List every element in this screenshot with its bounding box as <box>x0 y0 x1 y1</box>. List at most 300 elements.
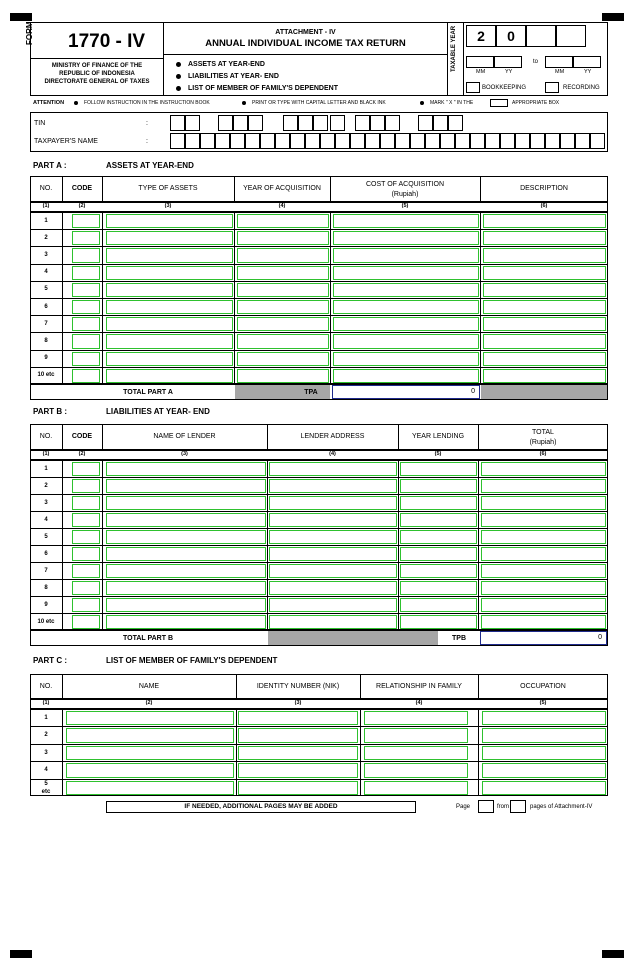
input-cell[interactable] <box>269 513 397 527</box>
part-c-title: LIST OF MEMBER OF FAMILY'S DEPENDENT <box>106 656 278 665</box>
input-cell[interactable] <box>333 369 479 383</box>
name-char-box[interactable] <box>365 133 380 149</box>
row-divider <box>30 477 608 478</box>
bullet-icon <box>176 74 181 79</box>
input-cell[interactable] <box>72 248 100 262</box>
tin-digit-box[interactable] <box>433 115 448 131</box>
input-cell[interactable] <box>238 781 358 795</box>
input-cell[interactable] <box>269 598 397 612</box>
row-number: 5 <box>44 533 48 540</box>
input-cell[interactable] <box>269 530 397 544</box>
row-divider <box>30 332 608 333</box>
bookkeeping-checkbox[interactable] <box>466 82 480 93</box>
row-number: 1 <box>44 714 48 721</box>
input-cell[interactable] <box>72 598 100 612</box>
name-char-box[interactable] <box>500 133 515 149</box>
period-label: MM <box>476 69 486 75</box>
row-number: 7 <box>44 320 48 327</box>
total-shaded-cell <box>481 385 607 399</box>
total-part-a-value[interactable]: 0 <box>332 385 480 399</box>
input-cell[interactable] <box>483 266 606 280</box>
input-cell[interactable] <box>66 746 234 760</box>
input-cell[interactable] <box>364 728 468 742</box>
tin-digit-box[interactable] <box>448 115 463 131</box>
input-cell[interactable] <box>72 283 100 297</box>
additional-pages-note: IF NEEDED, ADDITIONAL PAGES MAY BE ADDED <box>106 801 416 813</box>
input-cell[interactable] <box>106 214 233 228</box>
tin-digit-box[interactable] <box>248 115 263 131</box>
input-cell[interactable] <box>483 283 606 297</box>
input-cell[interactable] <box>333 214 479 228</box>
total-code: TPB <box>452 635 466 642</box>
input-cell[interactable] <box>481 615 606 629</box>
row-divider <box>30 281 608 282</box>
row-number: 5 <box>44 780 48 787</box>
period-end-yy[interactable] <box>573 56 601 68</box>
ministry-line: DIRECTORATE GENERAL OF TAXES <box>44 79 150 85</box>
row-number: 9 <box>44 355 48 362</box>
column-header: NO. <box>39 682 53 690</box>
name-char-box[interactable] <box>410 133 425 149</box>
column-divider <box>236 709 237 796</box>
input-cell[interactable] <box>72 530 100 544</box>
row-number: 3 <box>44 499 48 506</box>
input-cell[interactable] <box>106 300 233 314</box>
column-header: COST OF ACQUISITION <box>365 181 445 188</box>
input-cell[interactable] <box>364 763 468 777</box>
column-subheader: (Rupiah) <box>529 439 557 446</box>
period-label: YY <box>505 69 513 75</box>
period-end-mm[interactable] <box>545 56 573 68</box>
input-cell[interactable] <box>237 231 329 245</box>
row-number: 8 <box>44 584 48 591</box>
row-divider <box>30 367 608 368</box>
input-cell[interactable] <box>400 581 477 595</box>
row-number: 2 <box>44 482 48 489</box>
registration-mark <box>10 13 32 21</box>
row-number: 6 <box>44 550 48 557</box>
recording-label: RECORDING <box>563 85 600 91</box>
column-divider <box>62 709 63 796</box>
name-char-box[interactable] <box>290 133 305 149</box>
input-cell[interactable] <box>483 317 606 331</box>
input-cell[interactable] <box>364 711 468 725</box>
input-cell[interactable] <box>364 746 468 760</box>
input-cell[interactable] <box>106 598 266 612</box>
input-cell[interactable] <box>238 746 358 760</box>
row-number: 3 <box>44 749 48 756</box>
tin-digit-box[interactable] <box>233 115 248 131</box>
column-divider <box>478 709 479 796</box>
column-header: CODE <box>71 433 93 440</box>
column-divider <box>360 709 361 796</box>
row-divider <box>30 562 608 563</box>
tin-digit-box[interactable] <box>330 115 345 131</box>
column-header: YEAR OF ACQUISITION <box>243 185 321 192</box>
part-b-label: PART B : <box>33 407 68 416</box>
bullet-icon <box>176 62 181 67</box>
input-cell[interactable] <box>269 479 397 493</box>
input-cell[interactable] <box>72 581 100 595</box>
row-divider <box>30 494 608 495</box>
row-number: 1 <box>44 217 48 224</box>
input-cell[interactable] <box>237 352 329 366</box>
input-cell[interactable] <box>400 564 477 578</box>
input-cell[interactable] <box>400 479 477 493</box>
tin-digit-box[interactable] <box>385 115 400 131</box>
row-number-etc: etc <box>41 788 51 795</box>
ministry-line: REPUBLIC OF INDONESIA <box>59 71 135 77</box>
input-cell[interactable] <box>483 248 606 262</box>
tin-digit-box[interactable] <box>170 115 185 131</box>
name-char-box[interactable] <box>470 133 485 149</box>
row-number: 7 <box>44 567 48 574</box>
column-number: (1) <box>42 451 50 457</box>
column-number: (5) <box>539 700 547 706</box>
input-cell[interactable] <box>333 334 479 348</box>
year-digit-3[interactable] <box>526 25 556 47</box>
name-char-box[interactable] <box>395 133 410 149</box>
input-cell[interactable] <box>72 462 100 476</box>
total-code: TPA <box>304 389 318 396</box>
input-cell[interactable] <box>481 547 606 561</box>
tin-digit-box[interactable] <box>370 115 385 131</box>
tin-digit-box[interactable] <box>313 115 328 131</box>
row-divider <box>30 596 608 597</box>
input-cell[interactable] <box>481 462 606 476</box>
input-cell[interactable] <box>106 530 266 544</box>
name-char-box[interactable] <box>335 133 350 149</box>
total-label: TOTAL PART B <box>122 635 174 642</box>
column-header: IDENTITY NUMBER (NIK) <box>256 682 340 690</box>
input-cell[interactable] <box>106 479 266 493</box>
column-number: (6) <box>539 451 547 457</box>
input-cell[interactable] <box>333 266 479 280</box>
column-header: NO. <box>39 185 53 192</box>
tin-digit-box[interactable] <box>185 115 200 131</box>
column-header: NO. <box>39 433 53 440</box>
input-cell[interactable] <box>237 317 329 331</box>
row-number: 2 <box>44 234 48 241</box>
input-cell[interactable] <box>333 317 479 331</box>
input-cell[interactable] <box>66 711 234 725</box>
input-cell[interactable] <box>106 462 266 476</box>
name-char-box[interactable] <box>350 133 365 149</box>
period-start-yy[interactable] <box>494 56 522 68</box>
input-cell[interactable] <box>333 283 479 297</box>
bullet-icon <box>176 86 181 91</box>
column-header: TYPE OF ASSETS <box>138 185 198 192</box>
part-c-label: PART C : <box>33 656 68 665</box>
row-divider <box>30 726 608 727</box>
input-cell[interactable] <box>482 728 606 742</box>
form-label: FORM <box>25 21 34 45</box>
column-number: (5) <box>401 203 409 209</box>
input-cell[interactable] <box>238 728 358 742</box>
name-char-box[interactable] <box>200 133 215 149</box>
total-label: TOTAL PART A <box>123 389 173 396</box>
input-cell[interactable] <box>106 615 266 629</box>
column-header: CODE <box>71 185 93 192</box>
input-cell[interactable] <box>483 300 606 314</box>
input-cell[interactable] <box>72 615 100 629</box>
column-number: (1) <box>42 700 50 706</box>
year-digit-2[interactable]: 0 <box>496 25 526 47</box>
row-number: 2 <box>44 732 48 739</box>
part-a-title: ASSETS AT YEAR-END <box>106 161 194 170</box>
input-cell[interactable] <box>106 496 266 510</box>
input-cell[interactable] <box>269 581 397 595</box>
name-char-box[interactable] <box>230 133 245 149</box>
column-number: (5) <box>434 451 442 457</box>
name-char-box[interactable] <box>275 133 290 149</box>
name-char-box[interactable] <box>590 133 605 149</box>
input-cell[interactable] <box>72 513 100 527</box>
pages-of-label: pages of Attachment-IV <box>530 804 593 810</box>
input-cell[interactable] <box>483 214 606 228</box>
name-char-box[interactable] <box>305 133 320 149</box>
input-cell[interactable] <box>333 248 479 262</box>
year-digit-4[interactable] <box>556 25 586 47</box>
input-cell[interactable] <box>72 266 100 280</box>
input-cell[interactable] <box>72 334 100 348</box>
input-cell[interactable] <box>269 462 397 476</box>
input-cell[interactable] <box>72 214 100 228</box>
part-a-label: PART A : <box>33 161 67 170</box>
row-divider <box>30 246 608 247</box>
input-cell[interactable] <box>106 564 266 578</box>
column-header: RELATIONSHIP IN FAMILY <box>376 682 462 690</box>
input-cell[interactable] <box>66 781 234 795</box>
name-char-box[interactable] <box>455 133 470 149</box>
period-label: YY <box>584 69 592 75</box>
appropriate-box-label: APPROPRIATE BOX <box>512 100 560 106</box>
tin-digit-box[interactable] <box>355 115 370 131</box>
part-b-title: LIABILITIES AT YEAR- END <box>106 407 210 416</box>
year-digit-1[interactable]: 2 <box>466 25 496 47</box>
column-number: (2) <box>78 203 86 209</box>
name-char-box[interactable] <box>530 133 545 149</box>
input-cell[interactable] <box>400 496 477 510</box>
input-cell[interactable] <box>482 711 606 725</box>
input-cell[interactable] <box>400 530 477 544</box>
column-number: (2) <box>78 451 86 457</box>
input-cell[interactable] <box>333 352 479 366</box>
row-number: 4 <box>44 269 48 276</box>
column-header: NAME OF LENDER <box>153 433 216 440</box>
input-cell[interactable] <box>106 547 266 561</box>
input-cell[interactable] <box>72 564 100 578</box>
input-cell[interactable] <box>106 334 233 348</box>
name-char-box[interactable] <box>215 133 230 149</box>
row-number: 3 <box>44 252 48 258</box>
row-divider <box>30 298 608 299</box>
input-cell[interactable] <box>66 763 234 777</box>
total-part-b-value[interactable]: 0 <box>480 631 607 645</box>
input-cell[interactable] <box>66 728 234 742</box>
input-cell[interactable] <box>483 231 606 245</box>
input-cell[interactable] <box>237 266 329 280</box>
row-divider <box>30 264 608 265</box>
attention-label: ATTENTION <box>33 100 65 106</box>
input-cell[interactable] <box>106 231 233 245</box>
row-number: 6 <box>44 303 48 310</box>
row-divider <box>30 511 608 512</box>
input-cell[interactable] <box>483 334 606 348</box>
input-cell[interactable] <box>482 763 606 777</box>
attention-item: MARK " X " IN THE <box>430 100 474 106</box>
row-divider <box>30 761 608 762</box>
input-cell[interactable] <box>482 746 606 760</box>
bullet-family: LIST OF MEMBER OF FAMILY'S DEPENDENT <box>188 85 338 92</box>
input-cell[interactable] <box>483 352 606 366</box>
mark-box-sample <box>490 99 508 107</box>
tin-digit-box[interactable] <box>218 115 233 131</box>
column-number: (3) <box>181 451 188 457</box>
input-cell[interactable] <box>333 300 479 314</box>
input-cell[interactable] <box>400 598 477 612</box>
row-number: 4 <box>44 516 48 523</box>
input-cell[interactable] <box>364 781 468 795</box>
page-number-input[interactable] <box>478 800 494 813</box>
input-cell[interactable] <box>481 513 606 527</box>
input-cell[interactable] <box>483 369 606 383</box>
input-cell[interactable] <box>481 530 606 544</box>
bullet-assets: ASSETS AT YEAR-END <box>188 61 265 68</box>
registration-mark <box>10 950 32 958</box>
input-cell[interactable] <box>106 369 233 383</box>
registration-mark <box>602 950 624 958</box>
bullet-liabilities: LIABILITIES AT YEAR- END <box>188 73 279 80</box>
input-cell[interactable] <box>400 462 477 476</box>
input-cell[interactable] <box>72 300 100 314</box>
input-cell[interactable] <box>481 479 606 493</box>
name-char-box[interactable] <box>485 133 500 149</box>
input-cell[interactable] <box>481 581 606 595</box>
input-cell[interactable] <box>106 352 233 366</box>
row-divider <box>30 545 608 546</box>
column-header: YEAR LENDING <box>411 433 465 440</box>
input-cell[interactable] <box>106 513 266 527</box>
bullet-icon <box>74 101 78 105</box>
name-char-box[interactable] <box>380 133 395 149</box>
input-cell[interactable] <box>481 598 606 612</box>
row-divider <box>30 579 608 580</box>
input-cell[interactable] <box>237 369 329 383</box>
to-label: to <box>533 59 539 65</box>
input-cell[interactable] <box>237 334 329 348</box>
column-number: (3) <box>294 700 302 706</box>
period-start-mm[interactable] <box>466 56 494 68</box>
row-divider <box>30 779 608 780</box>
form-title: ANNUAL INDIVIDUAL INCOME TAX RETURN <box>205 38 406 49</box>
input-cell[interactable] <box>238 711 358 725</box>
input-cell[interactable] <box>237 300 329 314</box>
row-number: 8 <box>44 338 48 344</box>
input-cell[interactable] <box>400 615 477 629</box>
name-char-box[interactable] <box>260 133 275 149</box>
input-cell[interactable] <box>269 564 397 578</box>
row-number: 1 <box>44 465 48 472</box>
input-cell[interactable] <box>106 317 233 331</box>
input-cell[interactable] <box>269 547 397 561</box>
recording-checkbox[interactable] <box>545 82 559 93</box>
taxable-year-label: TAXABLE YEAR <box>451 25 457 72</box>
name-char-box[interactable] <box>425 133 440 149</box>
input-cell[interactable] <box>269 496 397 510</box>
page-label: Page <box>456 804 471 810</box>
column-number: (2) <box>145 700 153 706</box>
input-cell[interactable] <box>72 231 100 245</box>
input-cell[interactable] <box>106 581 266 595</box>
name-char-box[interactable] <box>575 133 590 149</box>
period-label: MM <box>555 69 565 75</box>
name-char-box[interactable] <box>545 133 560 149</box>
input-cell[interactable] <box>238 763 358 777</box>
name-char-box[interactable] <box>440 133 455 149</box>
input-cell[interactable] <box>400 547 477 561</box>
name-char-box[interactable] <box>245 133 260 149</box>
input-cell[interactable] <box>72 352 100 366</box>
input-cell[interactable] <box>72 479 100 493</box>
input-cell[interactable] <box>72 369 100 383</box>
column-header: DESCRIPTION <box>520 185 568 192</box>
bookkeeping-label: BOOKKEEPING <box>482 85 527 91</box>
name-char-box[interactable] <box>560 133 575 149</box>
from-label: from <box>497 804 509 810</box>
input-cell[interactable] <box>72 317 100 331</box>
input-cell[interactable] <box>237 248 329 262</box>
input-cell[interactable] <box>269 615 397 629</box>
row-number: 9 <box>44 601 48 608</box>
name-char-box[interactable] <box>185 133 200 149</box>
input-cell[interactable] <box>106 266 233 280</box>
row-divider <box>30 350 608 351</box>
input-cell[interactable] <box>106 248 233 262</box>
input-cell[interactable] <box>482 781 606 795</box>
tin-digit-box[interactable] <box>298 115 313 131</box>
name-colon: : <box>146 138 148 145</box>
input-cell[interactable] <box>481 564 606 578</box>
name-char-box[interactable] <box>170 133 185 149</box>
column-number: (4) <box>415 700 423 706</box>
row-divider <box>30 528 608 529</box>
row-number: 4 <box>44 766 48 773</box>
input-cell[interactable] <box>237 283 329 297</box>
column-header: LENDER ADDRESS <box>300 433 365 440</box>
input-cell[interactable] <box>400 513 477 527</box>
name-label: TAXPAYER'S NAME <box>34 138 98 145</box>
input-cell[interactable] <box>333 231 479 245</box>
tin-digit-box[interactable] <box>283 115 298 131</box>
name-char-box[interactable] <box>320 133 335 149</box>
input-cell[interactable] <box>481 496 606 510</box>
input-cell[interactable] <box>106 283 233 297</box>
name-char-box[interactable] <box>515 133 530 149</box>
tin-digit-box[interactable] <box>418 115 433 131</box>
row-divider <box>30 613 608 614</box>
total-pages-input[interactable] <box>510 800 526 813</box>
input-cell[interactable] <box>237 214 329 228</box>
tin-colon: : <box>146 120 148 127</box>
row-number: 10 etc <box>37 372 55 379</box>
bullet-icon <box>420 101 424 105</box>
input-cell[interactable] <box>72 496 100 510</box>
column-header: NAME <box>138 682 160 690</box>
input-cell[interactable] <box>72 547 100 561</box>
total-shaded-cell <box>268 631 438 645</box>
row-number: 10 etc <box>37 618 55 625</box>
